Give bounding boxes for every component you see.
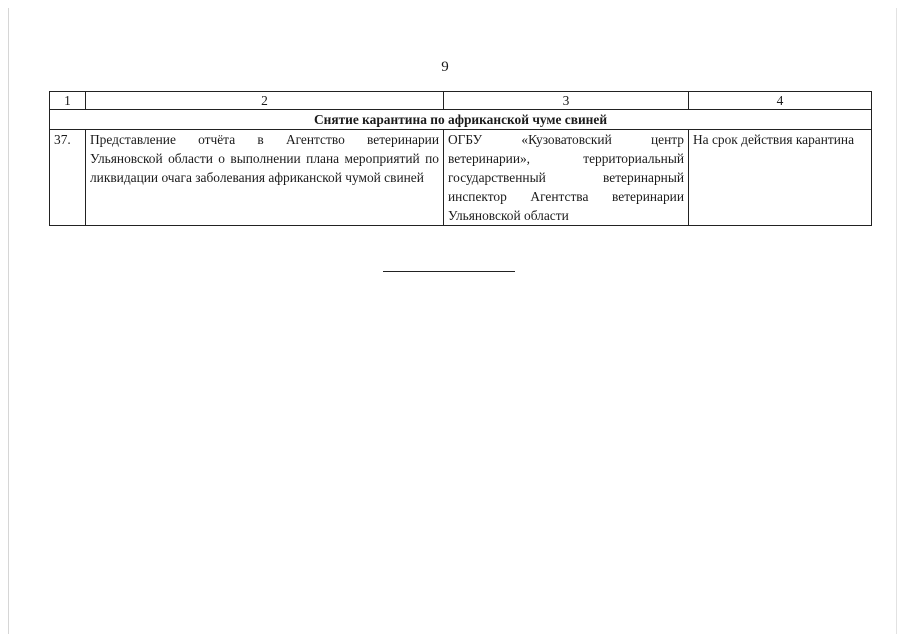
table-header-row (50, 92, 872, 110)
row-deadline: На срок действия карантина (689, 130, 872, 226)
column-header-2: 2 (86, 92, 444, 110)
section-row (50, 110, 872, 130)
row-responsible: ОГБУ «Кузоватовский центр ветеринарии», территориальный государственный ветеринарный инспектор Агентства ветеринарии Ульяновской области (444, 130, 689, 226)
column-header-3: 3 (444, 92, 689, 110)
page-number: 9 (441, 59, 449, 75)
row-action: Представление отчёта в Агентство ветеринарии Ульяновской области о выполнении плана мероприятий по ликвидации очага заболевания африканской чумой свиней (86, 130, 444, 226)
column-header-1: 1 (50, 92, 86, 110)
closing-rule (383, 271, 515, 272)
section-title: Снятие карантина по африканской чуме свиней (50, 110, 872, 130)
row-number: 37. (50, 130, 86, 226)
table-row (50, 130, 872, 226)
measures-table (49, 91, 872, 226)
column-header-4: 4 (689, 92, 872, 110)
